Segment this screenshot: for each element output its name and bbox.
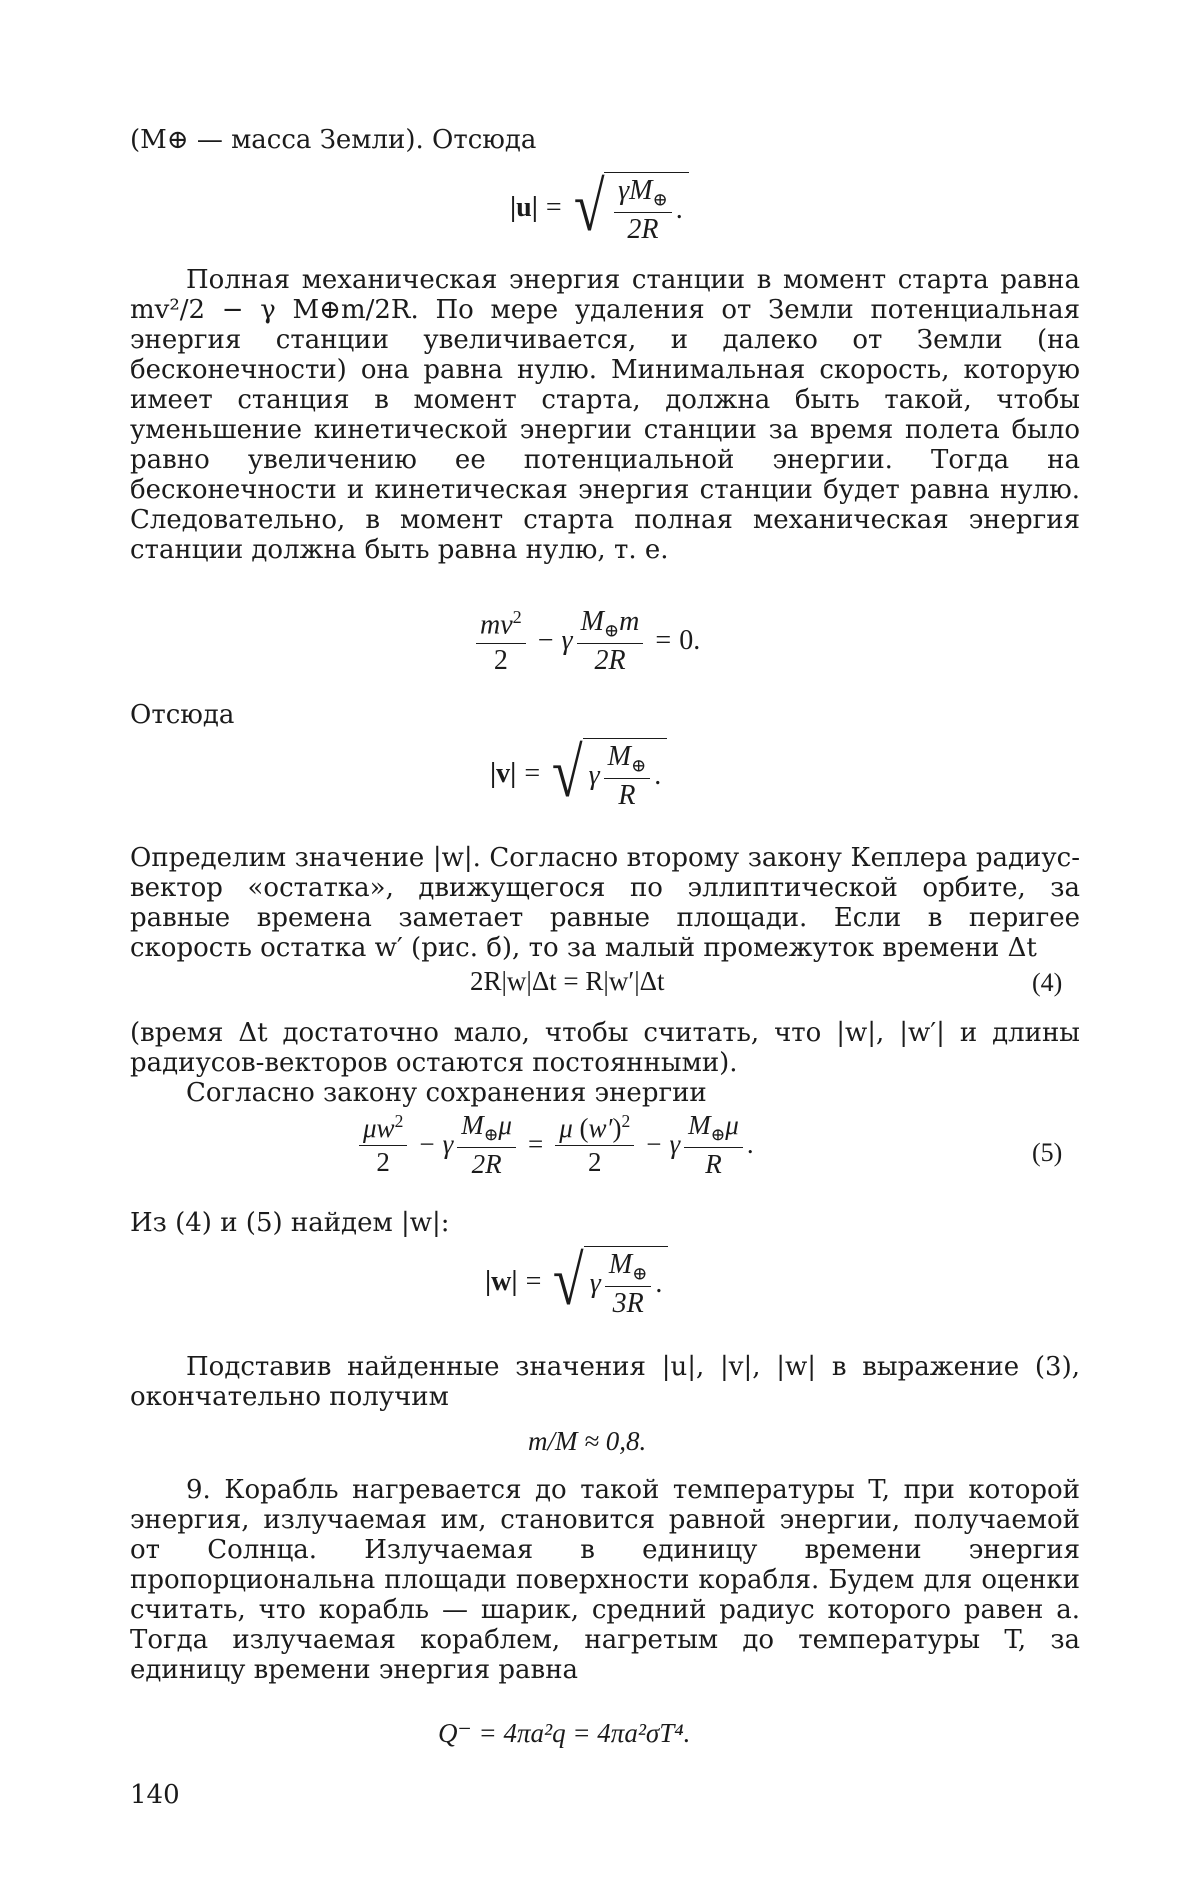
equation-5: μw2 2 − γ M⊕μ 2R = μ (w′)2 2 − γ M⊕μ R . <box>355 1112 754 1178</box>
equation-5-number: (5) <box>1032 1138 1062 1168</box>
book-page <box>0 0 1200 1880</box>
equation-energy: mv2 2 − γ M⊕m 2R = 0. <box>472 608 700 675</box>
paragraph-8: Подставив найденные значения |u|, |v|, |w| в выражение (3), окончательно получим <box>130 1352 1080 1412</box>
paragraph-4: Определим значение |w|. Согласно второму закону Кеплера радиус-вектор «остатка», движущегося по эллиптической орбите, за равные времена заметает равные площади. Если в перигее скорость остатка w′ (рис. б), то за малый промежуток времени Δt <box>130 843 1080 963</box>
equation-u-text <box>0 0 1 1</box>
equation-v: |v| = √ γ M⊕ R . <box>490 738 667 810</box>
paragraph-1: (M⊕ — масса Земли). Отсюда <box>130 125 1080 155</box>
page-number: 140 <box>130 1780 180 1810</box>
equation-q: Q⁻ = 4πa²q = 4πa²σT⁴. <box>438 1720 690 1747</box>
equation-4-number: (4) <box>1032 968 1062 998</box>
paragraph-6: Согласно закону сохранения энергии <box>130 1078 1080 1108</box>
paragraph-7: Из (4) и (5) найдем |w|: <box>130 1208 1080 1238</box>
equation-u: |u| = √ γM⊕ 2R . <box>510 172 689 244</box>
equation-ratio: m/M ≈ 0,8. <box>528 1428 646 1455</box>
equation-4: 2R|w|Δt = R|w′|Δt <box>470 968 665 995</box>
paragraph-2: Полная механическая энергия станции в момент старта равна mv²/2 − γ M⊕m/2R. По мере удаления от Земли потенциальная энергия станции увеличивается, и далеко от Земли (на бесконечности) она равна нулю. Минимальная скорость, которую имеет станция в момент старта, должна быть такой, чтобы уменьшение кинетической энергии станции за время полета было равно увеличению ее потенциальной энергии. Тогда на бесконечности и кинетическая энергия станции будет равна нулю. Следовательно, в момент старта полная механическая энергия станции должна быть равна нулю, т. е. <box>130 265 1080 565</box>
equation-w: |w| = √ γ M⊕ 3R . <box>485 1246 668 1318</box>
paragraph-5: (время Δt достаточно мало, чтобы считать, что |w|, |w′| и длины радиусов-векторов остаются постоянными). <box>130 1018 1080 1078</box>
paragraph-9: 9. Корабль нагревается до такой температуры T, при которой энергия, излучаемая им, становится равной энергии, получаемой от Солнца. Излучаемая в единицу времени энергия пропорциональна площади поверхности корабля. Будем для оценки считать, что корабль — шарик, средний радиус которого равен a. Тогда излучаемая кораблем, нагретым до температуры T, за единицу времени энергия равна <box>130 1475 1080 1685</box>
paragraph-3: Отсюда <box>130 700 1080 730</box>
